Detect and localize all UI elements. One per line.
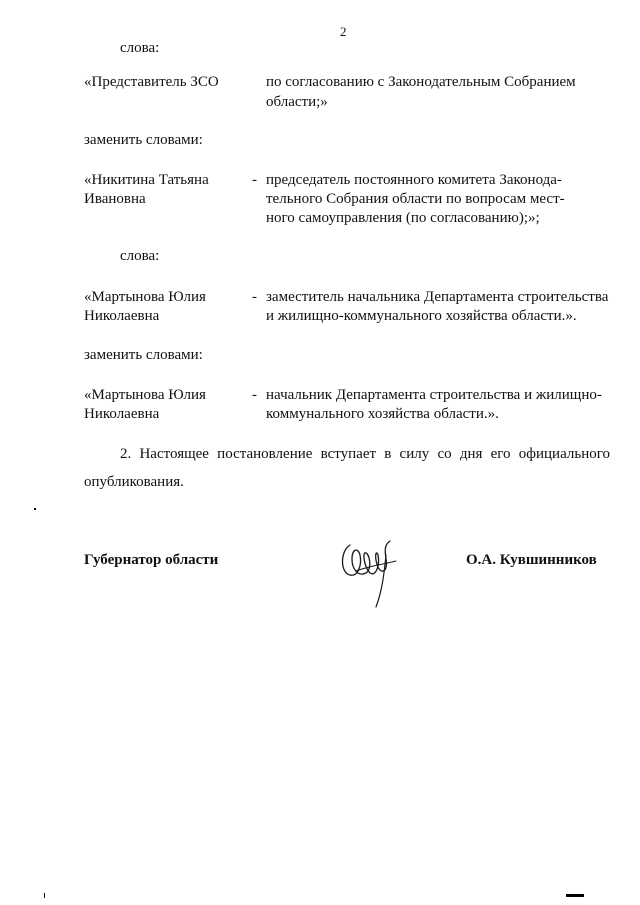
member-name-line: «Никитина Татьяна (84, 172, 209, 188)
member-description-line: тельного Собрания области по вопросам мест- (266, 191, 565, 207)
intro-text: заменить словами: (84, 347, 203, 363)
intro-text: слова: (120, 248, 160, 264)
signatory-position: Губернатор области (84, 552, 219, 568)
member-description-line: председатель постоянного комитета Законода- (266, 172, 562, 188)
paragraph-line: опубликования. (84, 474, 184, 490)
scan-mark (34, 508, 36, 510)
dash-separator: - (252, 289, 257, 305)
member-name-line: «Мартынова Юлия (84, 289, 206, 305)
member-description-line: и жилищно-коммунального хозяйства области.». (266, 308, 577, 324)
scan-mark (44, 893, 45, 898)
intro-text: слова: (120, 40, 160, 56)
member-description-line: заместитель начальника Департамента строительства (266, 289, 609, 305)
signatory-name: О.А. Кувшинников (466, 552, 597, 568)
handwritten-signature (336, 525, 406, 610)
dash-separator: - (252, 172, 257, 188)
member-description-line: начальник Департамента строительства и жилищно- (266, 387, 602, 403)
member-description-line: коммунального хозяйства области.». (266, 406, 499, 422)
member-description-line: области;» (266, 94, 328, 110)
member-name-line: «Мартынова Юлия (84, 387, 206, 403)
paragraph-line: 2. Настоящее постановление вступает в силу со дня его официального (120, 446, 610, 462)
member-description-line: по согласованию с Законодательным Собранием (266, 74, 576, 90)
scan-mark (566, 894, 584, 897)
member-name-line: «Представитель ЗСО (84, 74, 219, 90)
member-name-line: Ивановна (84, 191, 146, 207)
page-number: 2 (340, 24, 347, 39)
member-name-line: Николаевна (84, 308, 160, 324)
dash-separator: - (252, 387, 257, 403)
member-description-line: ного самоуправления (по согласованию);»; (266, 210, 540, 226)
intro-text: заменить словами: (84, 132, 203, 148)
member-name-line: Николаевна (84, 406, 160, 422)
